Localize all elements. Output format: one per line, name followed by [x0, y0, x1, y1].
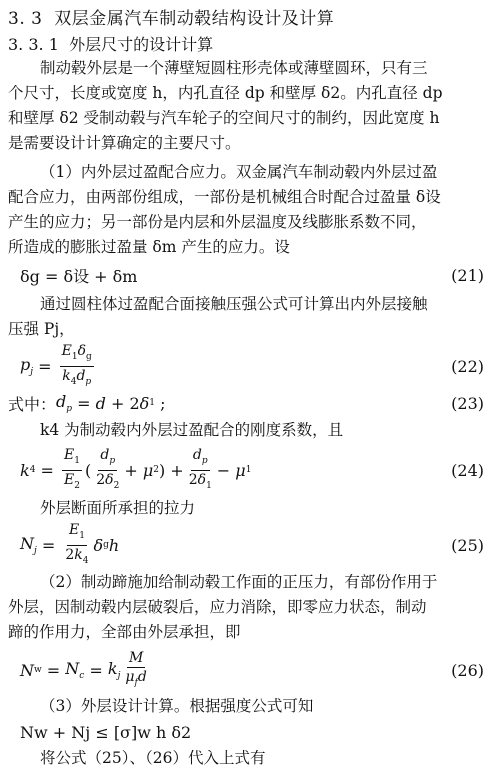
section-heading [8, 4, 334, 29]
fraction: $\frac{d_p}{2\delta_2}$ [96, 446, 120, 491]
text-line: 将公式（25）、（26）代入上式有 [40, 749, 266, 767]
equation-body: k 4 = $\frac{E_1}{E_2}$ ( $\frac{d_p}{2\delta_2}$ + μ 2 ) + $\frac{d_p}{2\delta_1}$ − μ 1 [20, 446, 251, 494]
subsection-heading [8, 32, 213, 55]
text-line: 蹄的作用力，全部由外层承担，即 [8, 623, 241, 641]
equation-number: (26) [451, 660, 484, 680]
text-line: （2）制动蹄施加给制动毂工作面的正压力，有部份作用于 [40, 573, 438, 591]
equation-body: $N_j$ = $\frac{E_1}{2k_4}$ δ g h [20, 522, 119, 568]
equation-25 [8, 522, 488, 568]
equation-body: $p_j$ = $\frac{E_1\delta_g}{k_4d_p}$ [20, 344, 97, 388]
text-line: （1）内外层过盈配合应力。双金属汽车制动毂内外层过盈 [40, 163, 438, 181]
equation-23 [8, 390, 488, 416]
text-line: （3）外层设计计算。根据强度公式可知 [40, 697, 314, 715]
text-line: 是需要设计计算确定的主要尺寸。 [8, 134, 241, 152]
equation-body: N w = $N_c$ = $k_j$ $\frac{M}{\mu_fd}$ [20, 648, 152, 692]
subsection-title: 外层尺寸的设计计算 [69, 35, 214, 54]
text-line: k4 为制动毂内外层过盈配合的刚度系数，且 [40, 421, 344, 439]
text-line: 所造成的膨胀过盈量 δm 产生的应力。设 [8, 238, 290, 256]
fraction: $\frac{E_1}{E_2}$ [64, 446, 80, 491]
paragraph-brake-shoe-force [8, 570, 488, 645]
section-title: 双层金属汽车制动毂结构设计及计算 [54, 9, 335, 29]
text-line: 外层断面所承担的拉力 [40, 499, 196, 517]
text-line: 和壁厚 δ2 受制动毂与汽车轮子的空间尺寸的制约，因此宽度 h [8, 109, 440, 127]
fraction: $\frac{M}{\mu_fd}$ [125, 649, 147, 688]
paragraph-outer-dimensions [8, 56, 488, 156]
paragraph-stiffness-note [8, 418, 488, 443]
equation-number: (21) [451, 265, 484, 285]
equation-body: Nw + Nj ≤ [σ]w h δ2 [20, 722, 192, 742]
equation-number: (25) [451, 535, 484, 555]
text-line: 配合应力，由两部份组成，一部份是机械组合时配合过盈量 δ设 [8, 188, 441, 206]
paragraph-interference-stress [8, 160, 488, 260]
equation-number: (22) [451, 356, 484, 376]
inequality-strength [8, 720, 488, 744]
equation-24 [8, 446, 488, 494]
equation-number: (23) [451, 393, 484, 413]
paragraph-outer-design [8, 694, 488, 719]
fraction: $\frac{E_1\delta_g}{k_4d_p}$ [61, 342, 92, 387]
paragraph-contact-pressure [8, 292, 488, 342]
equation-number: (24) [451, 460, 484, 480]
text-line: 通过圆柱体过盈配合面接触压强公式可计算出内外层接触 [40, 295, 428, 313]
equation-26 [8, 648, 488, 692]
text-line: 制动毂外层是一个薄壁短圆柱形壳体或薄壁圆环，只有三 [40, 59, 428, 77]
fraction: $\frac{d_p}{2\delta_1}$ [188, 446, 212, 491]
equation-prefix: 式中： [8, 394, 57, 414]
text-line: 压强 Pj， [8, 320, 75, 338]
text-line: 产生的应力；另一部份是内层和外层温度及线膨胀系数不同， [8, 213, 427, 231]
equation-21 [8, 260, 488, 290]
equation-body: 式中： $d_p$ = d + 2 δ 1 ; [8, 391, 166, 415]
fraction: $\frac{E_1}{2k_4}$ [65, 521, 89, 566]
text-line: 外层，因制动毂内层破裂后，应力消除，即零应力状态，制动 [8, 598, 427, 616]
subsection-number: 3. 3. 1 [8, 35, 59, 54]
section-number: 3. 3 [8, 9, 43, 29]
paragraph-substitute [8, 746, 488, 771]
paragraph-tension [8, 496, 488, 521]
equation-body: δg = δ设 + δm [20, 266, 138, 286]
equation-22 [8, 344, 488, 388]
text-line: 个尺寸，长度或宽度 h，内孔直径 dp 和壁厚 δ2。内孔直径 dp [8, 84, 443, 102]
